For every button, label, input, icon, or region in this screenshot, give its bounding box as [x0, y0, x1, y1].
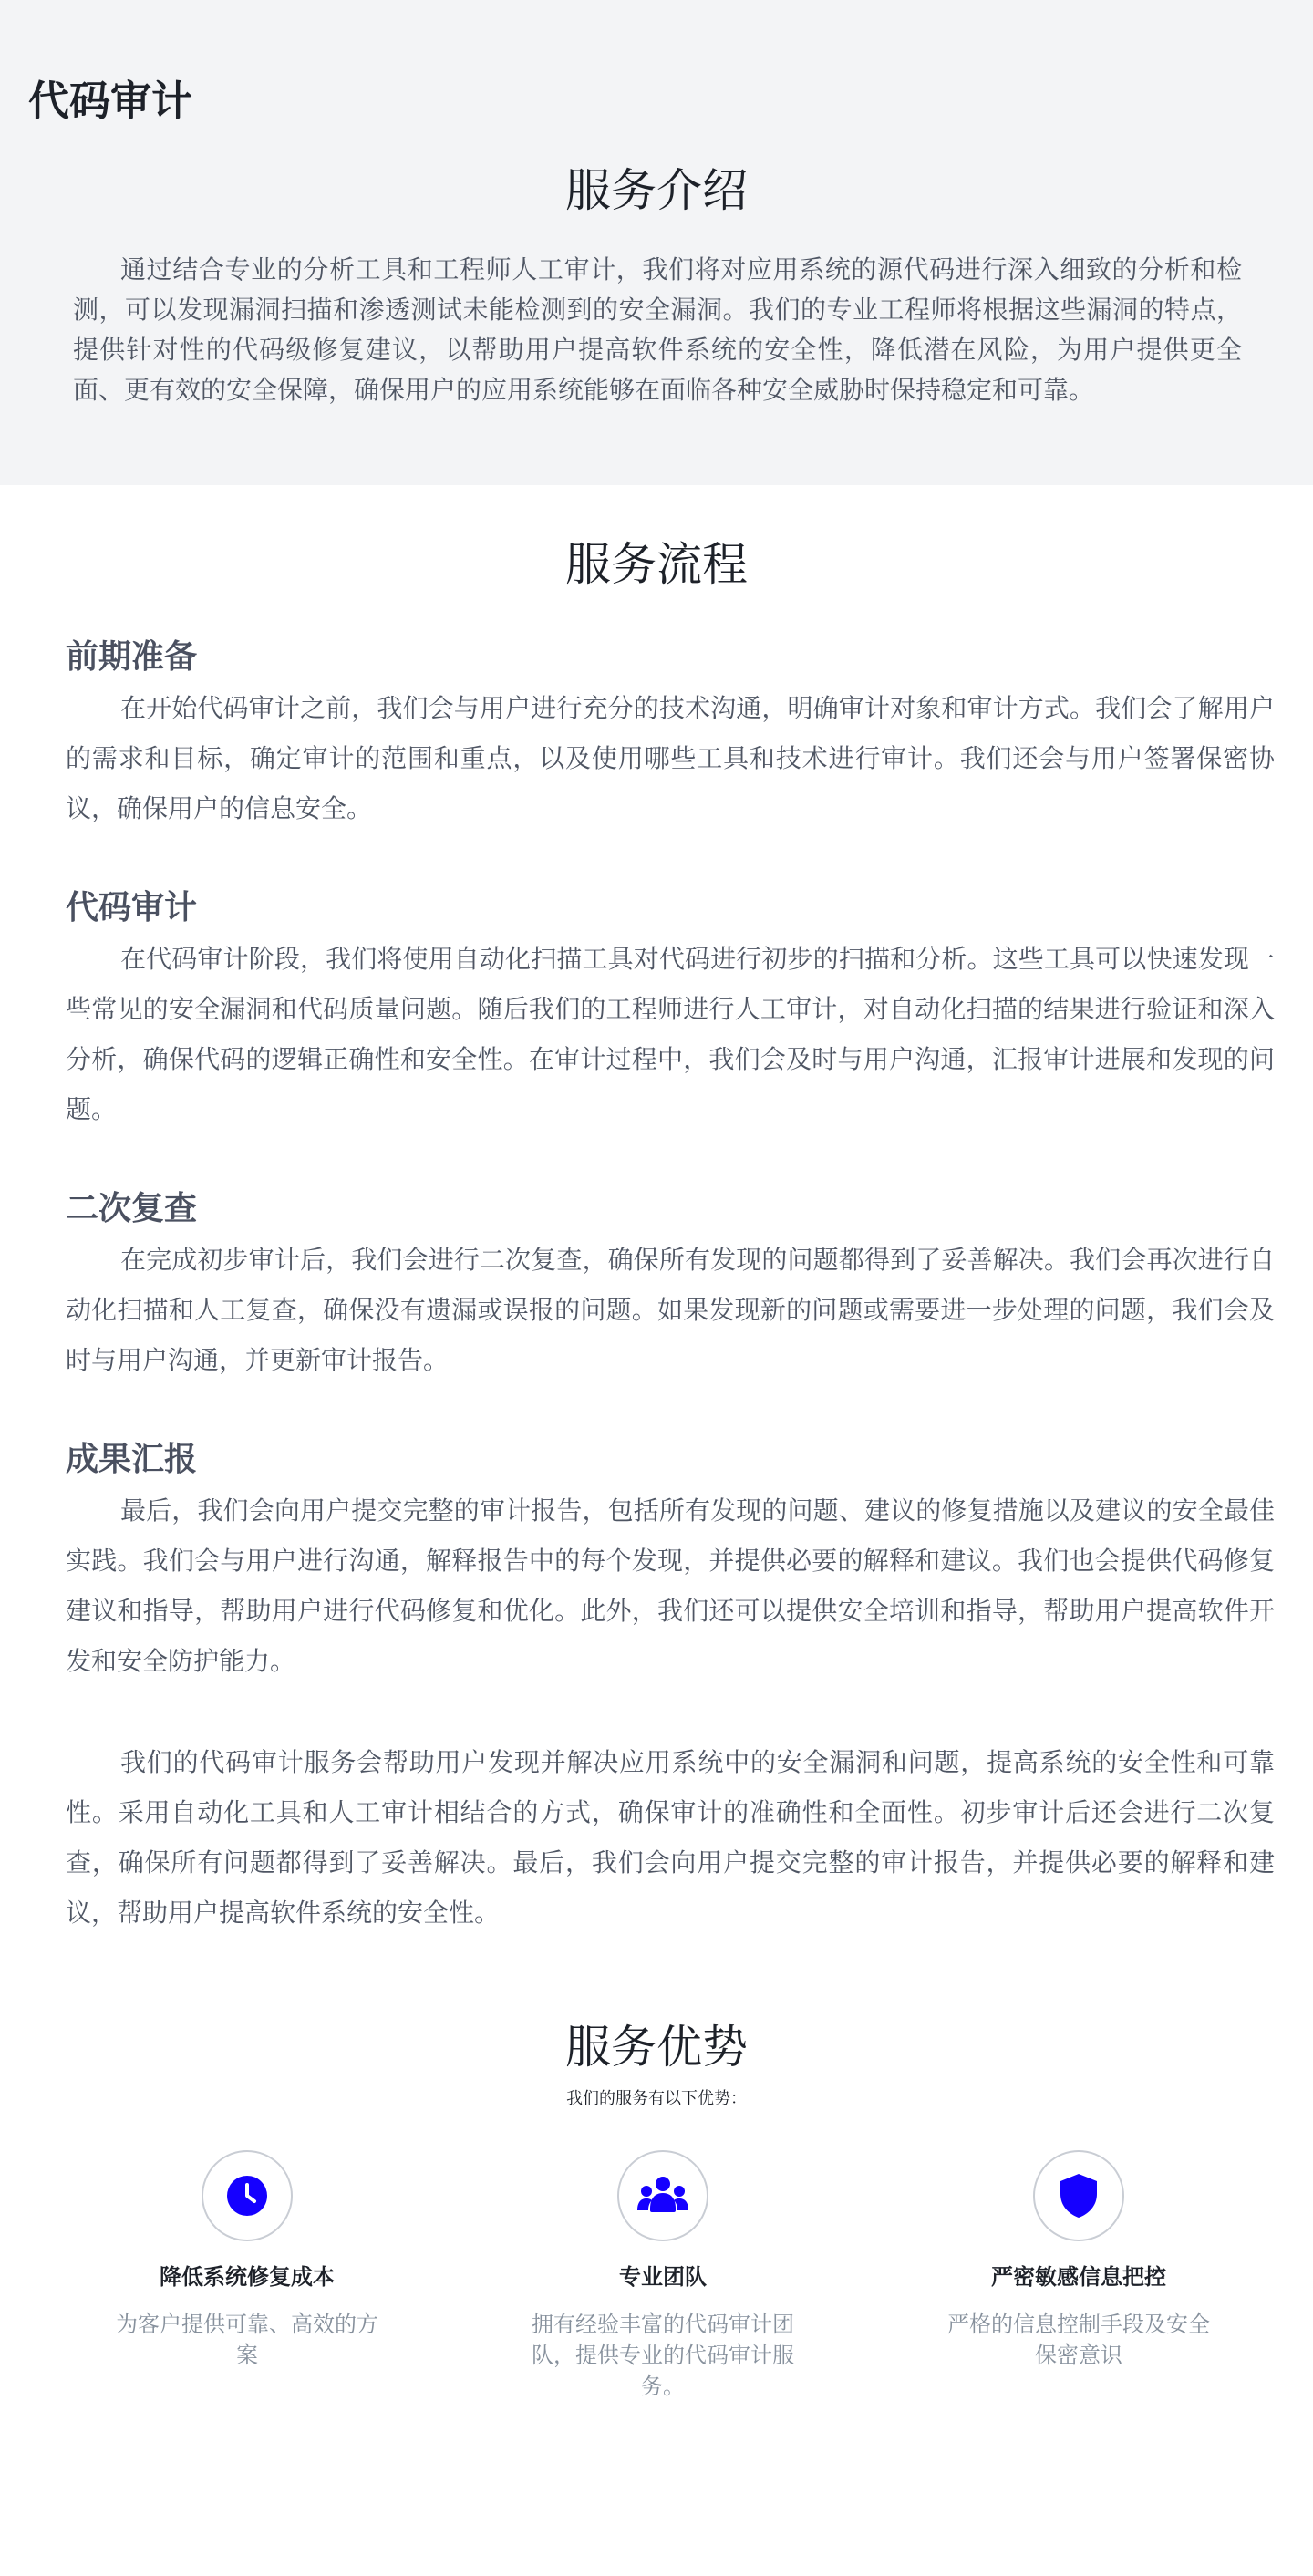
- advantage-card-security: [933, 2150, 1225, 2371]
- step-text-preparation: 在开始代码审计之前，我们会与用户进行充分的技术沟通，明确审计对象和审计方式。我们会了解用户的需求和目标，确定审计的范围和重点，以及使用哪些工具和技术进行审计。我们还会与用户签署保密协议，确保用户的信息安全。: [66, 693, 1275, 823]
- advantage-title-team: 专业团队: [619, 2264, 707, 2290]
- advantages-heading: 服务优势: [565, 2021, 748, 2074]
- advantage-card-cost: [101, 2150, 393, 2371]
- intro-section: [0, 0, 1313, 485]
- advantage-card-team: [517, 2150, 809, 2402]
- process-heading: 服务流程: [565, 538, 748, 591]
- intro-heading: 服务介绍: [565, 164, 748, 217]
- step-text-review: 在完成初步审计后，我们会进行二次复查，确保所有发现的问题都得到了妥善解决。我们会再次进行自动化扫描和人工复查，确保没有遗漏或误报的问题。如果发现新的问题或需要进一步处理的问题，我们会及时与用户沟通，并更新审计报告。: [66, 1245, 1275, 1375]
- step-title-review: 二次复查: [66, 1190, 198, 1227]
- step-title-preparation: 前期准备: [66, 638, 198, 676]
- advantage-desc-security: 严格的信息控制手段及安全保密意识: [947, 2312, 1210, 2368]
- clock-icon: [202, 2150, 293, 2241]
- advantages-subtitle: 我们的服务有以下优势：: [566, 2089, 747, 2108]
- step-title-audit: 代码审计: [66, 889, 198, 926]
- shield-icon: [1033, 2150, 1124, 2241]
- advantage-desc-team: 拥有经验丰富的代码审计团队，提供专业的代码审计服务。: [532, 2312, 794, 2399]
- process-summary: 我们的代码审计服务会帮助用户发现并解决应用系统中的安全漏洞和问题，提高系统的安全性和可靠性。采用自动化工具和人工审计相结合的方式，确保审计的准确性和全面性。初步审计后还会进行二次复查，确保所有问题都得到了妥善解决。最后，我们会向用户提交完整的审计报告，并提供必要的解释和建议，帮助用户提高软件系统的安全性。: [66, 1747, 1275, 1928]
- step-text-report: 最后，我们会向用户提交完整的审计报告，包括所有发现的问题、建议的修复措施以及建议的安全最佳实践。我们会与用户进行沟通，解释报告中的每个发现，并提供必要的解释和建议。我们也会提供代码修复建议和指导，帮助用户进行代码修复和优化。此外，我们还可以提供安全培训和指导，帮助用户提高软件开发和安全防护能力。: [66, 1495, 1275, 1676]
- advantage-title-security: 严密敏感信息把控: [991, 2264, 1166, 2290]
- advantage-title-cost: 降低系统修复成本: [160, 2264, 335, 2290]
- step-text-audit: 在代码审计阶段，我们将使用自动化扫描工具对代码进行初步的扫描和分析。这些工具可以快速发现一些常见的安全漏洞和代码质量问题。随后我们的工程师进行人工审计，对自动化扫描的结果进行验证和深入分析，确保代码的逻辑正确性和安全性。在审计过程中，我们会及时与用户沟通，汇报审计进展和发现的问题。: [66, 944, 1275, 1124]
- intro-text: 通过结合专业的分析工具和工程师人工审计，我们将对应用系统的源代码进行深入细致的分析和检测，可以发现漏洞扫描和渗透测试未能检测到的安全漏洞。我们的专业工程师将根据这些漏洞的特点，提供针对性的代码级修复建议，以帮助用户提高软件系统的安全性，降低潜在风险，为用户提供更全面、更有效的安全保障，确保用户的应用系统能够在面临各种安全威胁时保持稳定和可靠。: [73, 254, 1242, 405]
- advantage-desc-cost: 为客户提供可靠、高效的方案: [116, 2312, 378, 2368]
- page-title: 代码审计: [28, 77, 193, 125]
- step-title-report: 成果汇报: [66, 1441, 198, 1478]
- team-icon: [617, 2150, 708, 2241]
